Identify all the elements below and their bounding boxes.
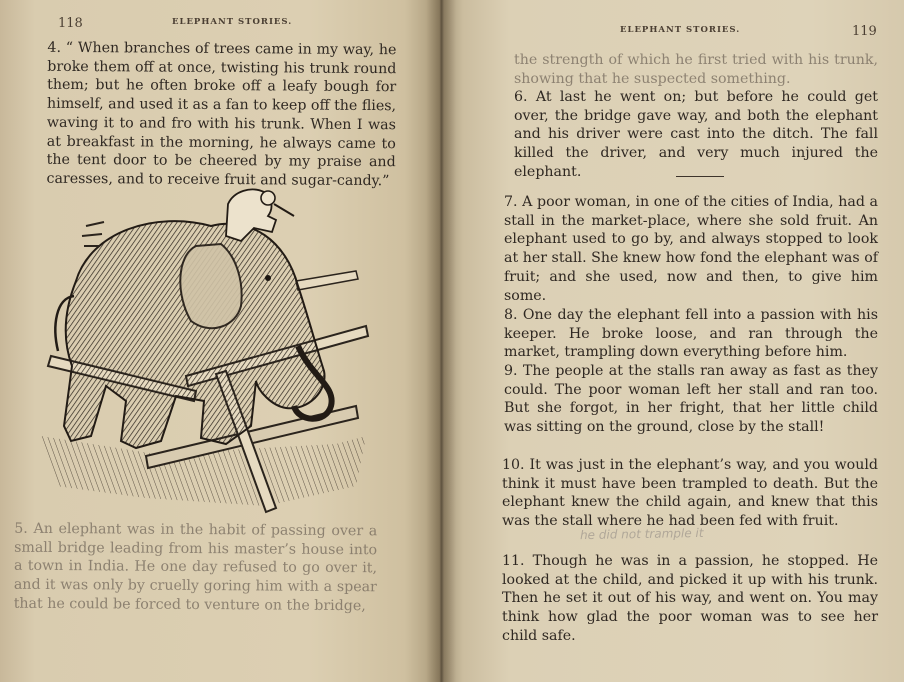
page-number: 119 — [852, 24, 877, 39]
elephant-illustration — [36, 186, 372, 516]
paragraph-7: 7. A poor woman, in one of the cities of India, had a stall in the market-place, where she sold fruit. An elephant used to go by, and always stopped to look at her stall. She knew how fond the elephant was of fruit; and she used, now and then, to give him some. — [504, 194, 878, 304]
running-head: ELEPHANT STORIES. — [620, 25, 741, 35]
pencil-annotation: he did not trample it — [579, 525, 704, 543]
paragraph-5-continued: the strength of which he first tried with his trunk, showing that he suspected something. — [514, 52, 878, 87]
left-page — [0, 0, 440, 682]
paragraph-8: 8. One day the elephant fell into a passion with his keeper. He broke loose, and ran through the market, trampling down everything before him. — [504, 307, 878, 361]
paragraph-4: 4. “ When branches of trees came in my way, he broke them off at once, twisting his trunk round them; but he often broke off a leafy bough for himself, and used it as a fan to keep off the flies, waving it to and fro with his trunk. When I was at breakfast in the morning, he always came to the tent door to be cheered by my praise and caresses, and to receive fruit and sugar-candy.” — [46, 39, 397, 190]
section-rule — [676, 176, 724, 177]
paragraph-6: 6. At last he went on; but before he could get over, the bridge gave way, and both the elephant and his driver were cast into the ditch. The fall killed the driver, and very much injured the elephant. — [514, 89, 878, 180]
paragraph-10: 10. It was just in the elephant’s way, and you would think it must have been trampled to death. But the elephant knew the child again, and knew that this was the stall where he had been fed with fruit. — [502, 457, 878, 530]
right-page — [440, 0, 904, 682]
paragraph-9: 9. The people at the stalls ran away as fast as they could. The poor woman left her stall and ran too. But she forgot, in her fright, that her little child was sitting on the ground, close by the stall! — [504, 363, 878, 436]
running-head: ELEPHANT STORIES. — [172, 17, 293, 27]
paragraph-5: 5. An elephant was in the habit of passing over a small bridge leading from his master’s house into a town in India. He one day refused to go over it, and it was only by cruelly goring him with a spear that he could be forced to venture on the bridge, — [13, 520, 378, 615]
page-number: 118 — [58, 16, 83, 31]
book-gutter — [426, 0, 456, 682]
paragraph-11: 11. Though he was in a passion, he stopped. He looked at the child, and picked it up with his trunk. Then he set it out of his way, and went on. You may think how glad the poor woman was to see her child safe. — [502, 553, 878, 644]
